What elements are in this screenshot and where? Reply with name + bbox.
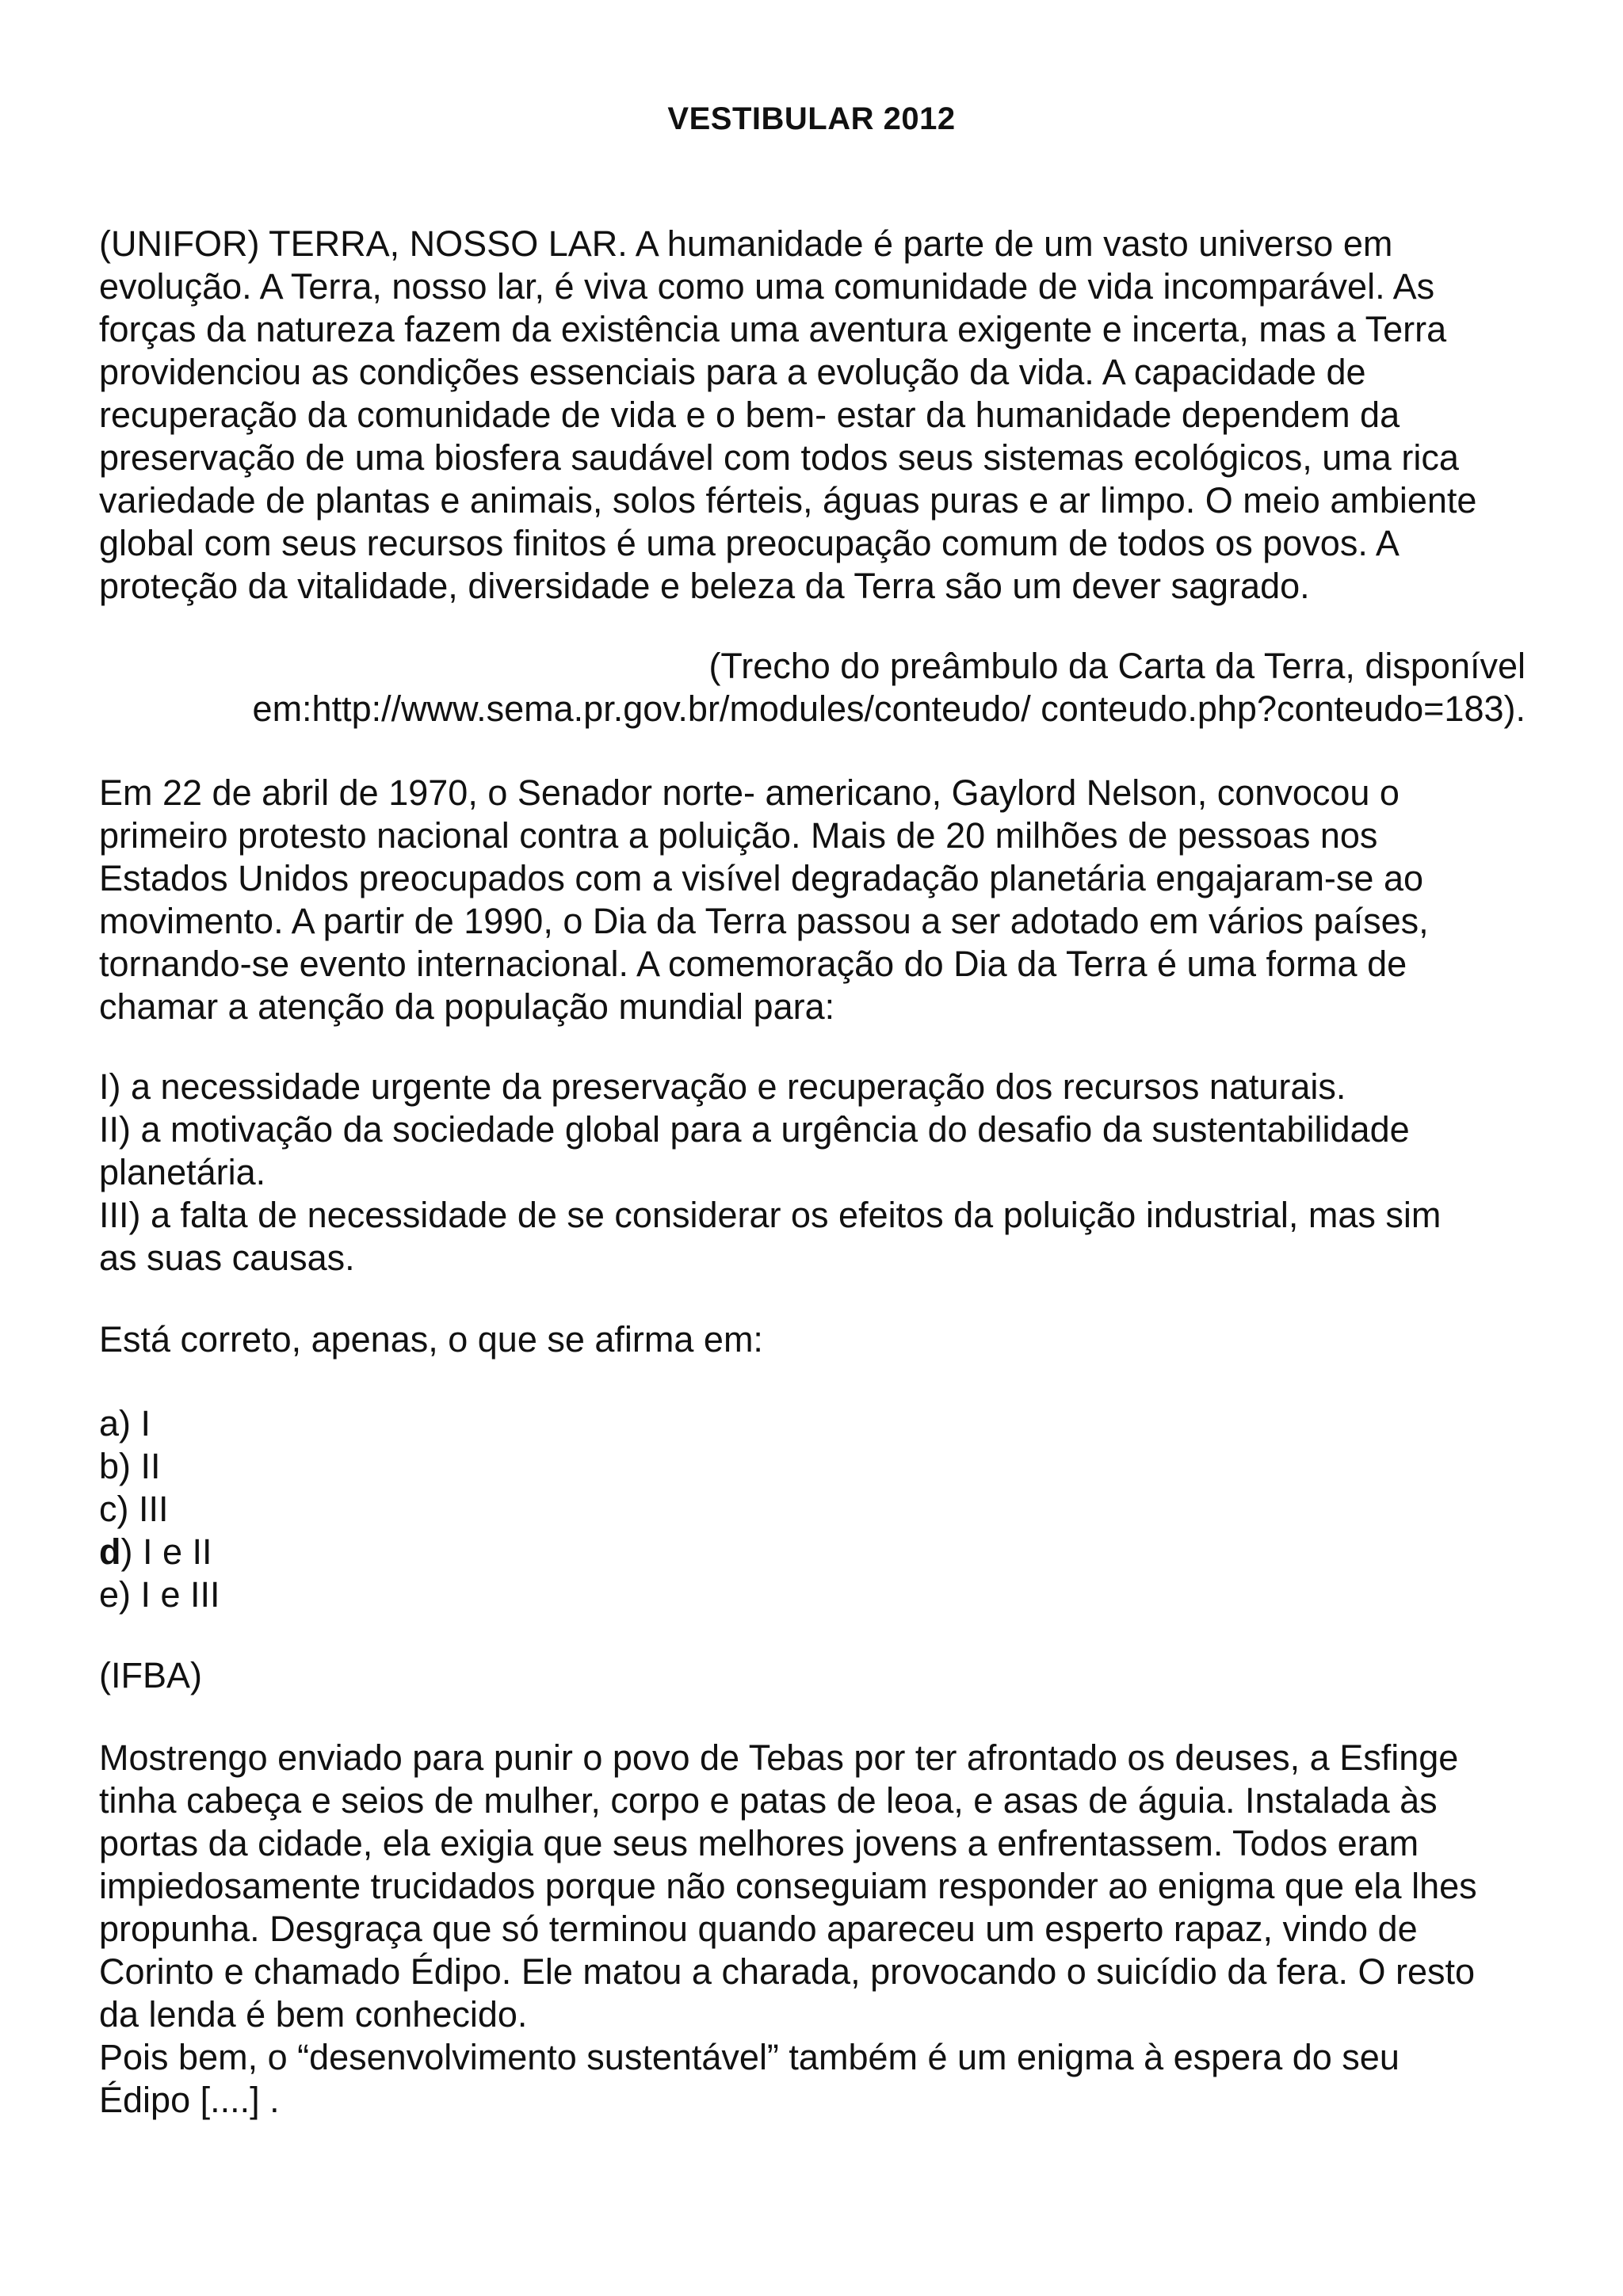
q1-options bbox=[99, 1402, 1526, 1616]
statement-line: III) a falta de necessidade de se considerar os efeitos da poluição industrial, mas sim bbox=[99, 1195, 1442, 1235]
q2-passage bbox=[99, 1737, 1526, 2122]
option-letter: e bbox=[99, 1574, 120, 1615]
q1-passage-line: providenciou as condições essenciais para a evolução da vida. A capacidade de bbox=[99, 352, 1366, 392]
q1-citation bbox=[99, 645, 1526, 730]
option-text: ) I e III bbox=[119, 1574, 220, 1615]
option-letter: b bbox=[99, 1446, 120, 1486]
q2-passage-line: impiedosamente trucidados porque não conseguiam responder ao enigma que ela lhes bbox=[99, 1866, 1477, 1906]
option-letter: a bbox=[99, 1403, 120, 1444]
q1-passage-line: (UNIFOR) TERRA, NOSSO LAR. A humanidade é parte de um vasto universo em bbox=[99, 223, 1393, 264]
statement-line: I) a necessidade urgente da preservação e recuperação dos recursos naturais. bbox=[99, 1066, 1346, 1107]
q2-source bbox=[99, 1654, 1526, 1697]
prompt-text: Está correto, apenas, o que se afirma em: bbox=[99, 1319, 763, 1360]
q1-passage-line: proteção da vitalidade, diversidade e beleza da Terra são um dever sagrado. bbox=[99, 566, 1310, 606]
q1-stem-line: Estados Unidos preocupados com a visível degradação planetária engajaram-se ao bbox=[99, 858, 1423, 898]
option-letter: c bbox=[99, 1489, 117, 1529]
option-c bbox=[99, 1488, 1526, 1531]
q1-stem-line: chamar a atenção da população mundial para: bbox=[99, 986, 835, 1027]
q2-passage-line: Mostrengo enviado para punir o povo de Tebas por ter afrontado os deuses, a Esfinge bbox=[99, 1737, 1459, 1778]
q1-stem bbox=[99, 772, 1526, 1028]
q1-passage-line: preservação de uma biosfera saudável com todos seus sistemas ecológicos, uma rica bbox=[99, 437, 1459, 478]
q2-passage-line: da lenda é bem conhecido. bbox=[99, 1994, 528, 2035]
q1-stem-line: Em 22 de abril de 1970, o Senador norte- americano, Gaylord Nelson, convocou o bbox=[99, 772, 1400, 813]
q1-passage-line: recuperação da comunidade de vida e o bem- estar da humanidade dependem da bbox=[99, 395, 1400, 435]
q1-stem-line: tornando-se evento internacional. A comemoração do Dia da Terra é uma forma de bbox=[99, 944, 1407, 984]
option-a bbox=[99, 1402, 1526, 1445]
q1-prompt bbox=[99, 1318, 1526, 1361]
option-text: ) I e II bbox=[120, 1531, 212, 1572]
q1-statements bbox=[99, 1066, 1526, 1280]
q2-passage-line: Corinto e chamado Édipo. Ele matou a charada, provocando o suicídio da fera. O resto bbox=[99, 1951, 1476, 1992]
q1-stem-line: movimento. A partir de 1990, o Dia da Terra passou a ser adotado em vários países, bbox=[99, 901, 1429, 941]
q1-passage-line: forças da natureza fazem da existência uma aventura exigente e incerta, mas a Terra bbox=[99, 309, 1447, 349]
option-text: ) II bbox=[119, 1446, 161, 1486]
q2-passage-line: portas da cidade, ela exigia que seus melhores jovens a enfrentassem. Todos eram bbox=[99, 1823, 1419, 1863]
q1-passage bbox=[99, 223, 1526, 608]
option-text: ) I bbox=[119, 1403, 151, 1444]
q1-passage-line: variedade de plantas e animais, solos férteis, águas puras e ar limpo. O meio ambiente bbox=[99, 480, 1477, 521]
option-e bbox=[99, 1573, 1526, 1616]
option-letter-highlighted: d bbox=[99, 1531, 121, 1572]
option-d bbox=[99, 1531, 1526, 1573]
statement-line: as suas causas. bbox=[99, 1238, 355, 1278]
statement-line: II) a motivação da sociedade global para a urgência do desafio da sustentabilidade bbox=[99, 1109, 1410, 1150]
statement-line: planetária. bbox=[99, 1152, 266, 1192]
q2-passage-line: propunha. Desgraça que só terminou quando apareceu um esperto rapaz, vindo de bbox=[99, 1909, 1418, 1949]
q1-stem-line: primeiro protesto nacional contra a poluição. Mais de 20 milhões de pessoas nos bbox=[99, 815, 1378, 856]
q2-passage-line: Édipo [....] . bbox=[99, 2080, 280, 2120]
page-title: VESTIBULAR 2012 bbox=[667, 101, 956, 136]
q2-passage-line: Pois bem, o “desenvolvimento sustentável” também é um enigma à espera do seu bbox=[99, 2037, 1400, 2077]
option-text: ) III bbox=[116, 1489, 169, 1529]
option-b bbox=[99, 1445, 1526, 1488]
citation-line: (Trecho do preâmbulo da Carta da Terra, disponível bbox=[708, 646, 1526, 686]
source-label: (IFBA) bbox=[99, 1655, 202, 1695]
citation-line: em:http://www.sema.pr.gov.br/modules/conteudo/ conteudo.php?conteudo=183). bbox=[252, 688, 1526, 729]
q1-passage-line: evolução. A Terra, nosso lar, é viva como uma comunidade de vida incomparável. As bbox=[99, 266, 1435, 307]
q2-passage-line: tinha cabeça e seios de mulher, corpo e patas de leoa, e asas de águia. Instalada às bbox=[99, 1780, 1438, 1821]
q1-passage-line: global com seus recursos finitos é uma preocupação comum de todos os povos. A bbox=[99, 523, 1400, 563]
